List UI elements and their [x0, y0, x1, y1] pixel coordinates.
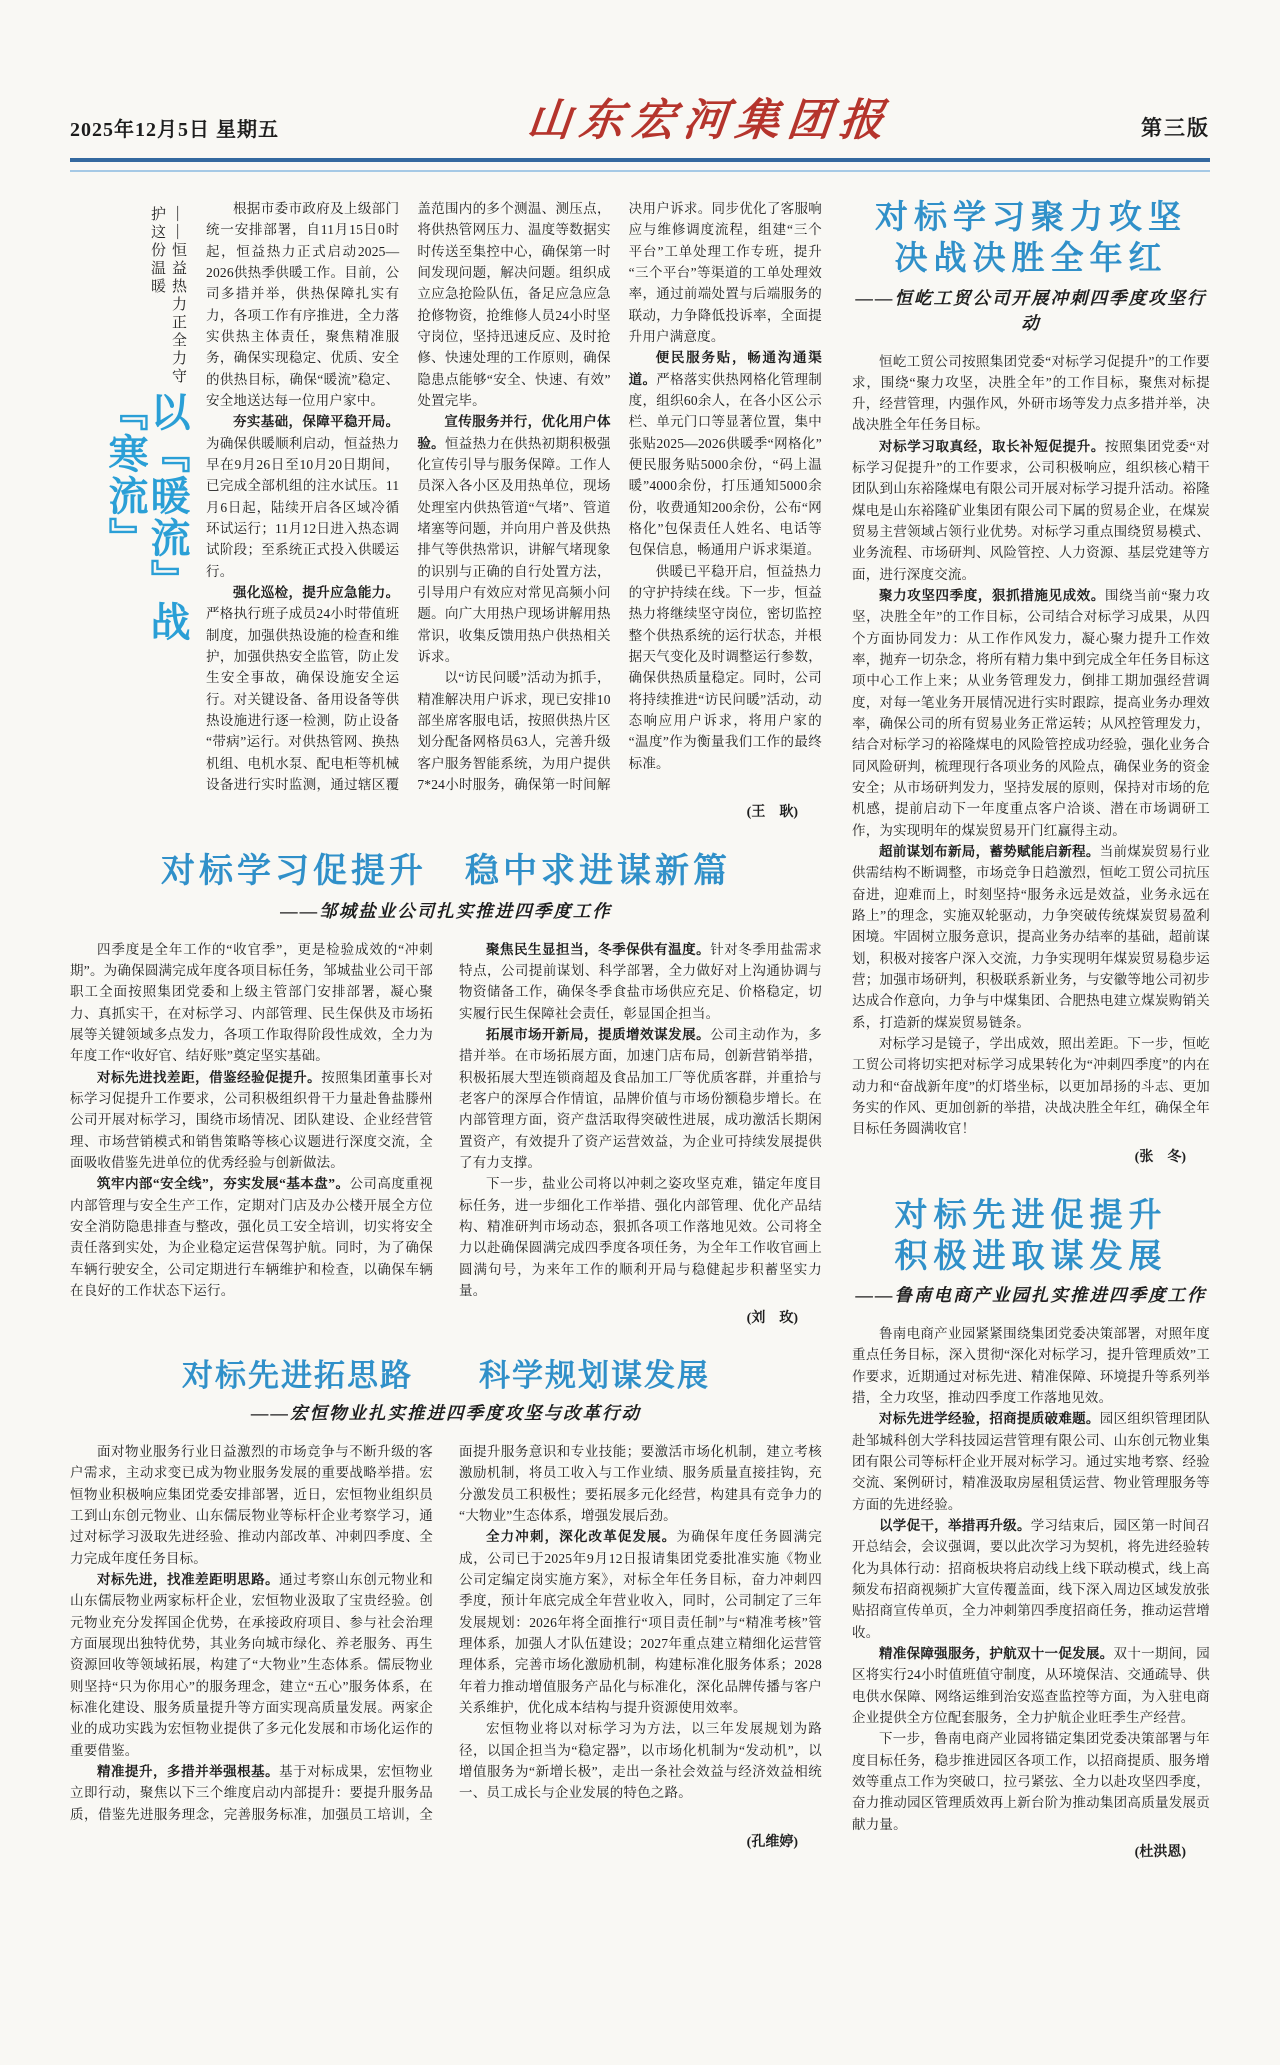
paragraph-lead: 精准提升，多措并举强根基。: [97, 1763, 280, 1779]
article-ecommerce-park: [852, 1196, 1210, 1861]
paragraph-lead: 以学促干，举措再升级。: [879, 1518, 1031, 1534]
article-headline: [852, 198, 1210, 281]
article-subtitle: ——恒益热力正全力守护这份温暖: [149, 206, 186, 386]
paragraph-text: 恒益热力在供热初期积极强化宣传引导与服务保障。工作人员深入各小区及用热单位，现场处理室内供热管道“气堵”、管道堵塞等问题，并向用户普及供热排气等供热常识，讲解气堵现象的识别与正确的自行处置方法，引导用户有效应对常见高频小问题。向广大用热户现场讲解用热常识，收集反馈用热户供热相关诉求。: [417, 435, 611, 664]
paragraph-lead: 精准保障强服务，护航双十一促发展。: [879, 1646, 1114, 1662]
paragraph-text: 鲁南电商产业园紧紧围绕集团党委决策部署，对照年度重点任务目标，深入贯彻“深化对标学习，提升管理质效”工作要求，近期通过对标先进、精准保障、环境提升等系列举措，全力攻坚，推动四季度工作落地见效。: [852, 1326, 1210, 1406]
article-subtitle: ——宏恒物业扎实推进四季度攻坚与改革行动: [251, 1403, 641, 1424]
paragraph: [70, 1173, 433, 1301]
paragraph: [70, 1441, 433, 1569]
right-section: [852, 198, 1210, 1891]
paragraph: [852, 585, 1210, 841]
paragraph: [459, 1526, 822, 1718]
paragraph: [852, 1643, 1210, 1728]
article-headline: [852, 1196, 1210, 1279]
paragraph-text: 严格落实供热网格化管理制度，组织60余人，在各小区公示栏、单元门口等显著位置，集中张贴2025—2026供暖季“网格化”便民服务贴5000余份，“码上温暖”4000余份，打压通知5000余份，收费通知200余份，公布“网格化”包保责任人姓名、电话等包保信息，畅通用户诉求渠道。: [628, 371, 822, 558]
article-vertical-headline: [70, 198, 188, 678]
paragraph-text: 为确保年度任务圆满完成，公司已于2025年9月12日报请集团党委批准实施《物业公司定编定岗实施方案》，对标全年任务目标，奋力冲刺四季度，预计年底完成全年营业收入，同时，公司制定了三年发展规划：2026年将全面推行“项目责任制”与“精准考核”管理体系，加强人才队伍建设；2027年重点建立精细化运营管理体系，完善市场化激励机制，构建标准化服务体系；2028年着力推动增值服务产品化与标准化，深化品牌传播与客户关系维护，优化成本结构与提升资源使用效率。: [459, 1529, 822, 1715]
paragraph: [629, 561, 822, 774]
byline: (杜洪恩): [1134, 1845, 1186, 1861]
paragraph: [70, 1067, 433, 1174]
paragraph-lead: 筑牢内部“安全线”，夯实发展“基本盘”。: [97, 1176, 350, 1192]
left-section: [70, 198, 822, 1891]
paragraph-text: 公司主动作为，多措并举。在市场拓展方面，加速门店布局，创新营销举措，积极拓展大型连锁商超及食品加工厂等优质客群，并重拾与老客户的深厚合作情谊，品牌价值与市场份额稳步增长。在内部管理方面，资产盘活取得突破性进展，成功激活长期闲置资产，有效提升了资产运营效益，为企业可持续发展提供了有力支撑。: [459, 1027, 822, 1170]
byline: (孔维婷): [746, 1834, 798, 1850]
paragraph: [852, 1728, 1210, 1835]
paragraph: [852, 841, 1210, 1033]
paragraph-text: 园区组织管理团队赴邹城科创大学科技园运营管理有限公司、山东创元物业集团有限公司等标杆企业开展对标学习。通过实地考察、经验交流、案例研讨，精准汲取房屋租赁运营、物业管理服务等方面的先进经验。: [852, 1411, 1210, 1512]
paragraph-lead: 宣传服务并行，优化用户体验。: [417, 414, 611, 451]
paragraph-lead: 对标先进找差距，借鉴经验促提升。: [97, 1069, 322, 1085]
paragraph-text: 通过考察山东创元物业和山东儒辰物业两家标杆企业，宏恒物业汲取了宝贵经验。创元物业充分发挥国企优势，在承接政府项目、参与社会治理方面展现出独特优势，其业务向城市绿化、养老服务、再生资源回收等领域拓展，构建了“大物业”生态体系。儒辰物业则坚持“只为你用心”的服务理念，建立“五心”服务体系，在标准化建设、服务质量提升等方面实现高质量发展。两家企业的成功实践为宏恒物业提供了多元化发展和市场化运作的重要借鉴。: [70, 1571, 433, 1758]
paragraph: [459, 1173, 822, 1301]
paragraph-text: 下一步，盐业公司将以冲刺之姿攻坚克难，锚定年度目标任务，进一步细化工作举措、强化内部管理、优化产品结构、精准研判市场动态，狠抓各项工作落地见效。公司将全力以赴确保圆满完成四季度各项任务，为全年工作收官画上圆满句号，为来年工作的顺利开局与稳健起步积蓄坚实力量。: [459, 1176, 822, 1298]
paragraph-text: 双十一期间，园区将实行24小时值班值守制度，从环境保洁、交通疏导、供电供水保障、网络运维到治安巡查监控等方面，为入驻电商企业提供全方位配套服务，全力护航企业旺季生产经营。: [852, 1646, 1211, 1726]
paragraph-text: 宏恒物业将以对标学习为方法，以三年发展规划为路径，以国企担当为“稳定器”，以市场化机制为“发动机”，以增值服务为“新增长极”，走出一条社会效益与经济效益相统一、员工成长与企业发展的特色之路。: [459, 1721, 822, 1801]
paragraph-text: 按照集团党委“对标学习促提升”的工作要求，公司积极响应，组织核心精干团队到山东裕隆煤电有限公司开展对标学习提升活动。裕隆煤电是山东裕隆矿业集团有限公司下属的贸易企业，在煤炭贸易主营领域占领行业优势。对标学习重点围绕贸易模式、业务流程、市场研判、风险管控、人力资源、基层党建等方面，进行深度交流。: [852, 438, 1210, 582]
article-trading-company: [852, 198, 1210, 1166]
article-subtitle: ——鲁南电商产业园扎实推进四季度工作: [855, 1285, 1207, 1306]
paragraph-text: 学习结束后，园区第一时间召开总结会，会议强调，要以此次学习为契机，将先进经验转化为具体行动：招商板块将启动线上线下联动模式，线上高频发布招商视频扩大宣传覆盖面，线下深入周边区域发放张贴招商宣传单页，全力冲刺第四季度招商任务，推动运营增收。: [852, 1518, 1210, 1640]
article-body: [852, 1323, 1210, 1835]
paragraph-lead: 对标先进，找准差距明思路。: [97, 1571, 280, 1587]
paragraph: [629, 347, 822, 560]
article-headline: 对标学习促提升 稳中求进谋新篇: [161, 853, 731, 891]
article-body: [70, 1441, 822, 1825]
paragraph-lead: 聚力攻坚四季度，狠抓措施见成效。: [879, 588, 1105, 604]
edition-label: 第三版: [1141, 116, 1210, 140]
date-text: 2025年12月5日 星期五: [70, 119, 279, 141]
paragraph: [459, 1718, 822, 1803]
paragraph: [70, 1569, 433, 1761]
paragraph-lead: 全力冲刺，深化改革促发展。: [486, 1529, 677, 1545]
headline-line2: 积极进取谋发展: [894, 1238, 1168, 1275]
article-salt-company: [70, 851, 822, 1327]
paragraph-text: 以“访民问暖”活动为抓手，精准解决用户诉求，现已安排10部坐席客服电话，按照供热片区划分配备网格员63人，完善升级客户服务智能系统，为用户提供7*24小时服务，确保第一时间解决用户诉求。同步优化了客服响应与维修调度流程，组建“三个平台”工单处理工作专班，提升“三个平台”等渠道的工单处理效率，通过前端处置与后端服务的联动，力争降低投诉率，全面提升用户满意度。: [417, 201, 822, 792]
page-header: [70, 0, 1210, 148]
paragraph: [459, 1024, 822, 1173]
article-heating-season: [70, 198, 822, 821]
article-body: [852, 351, 1210, 1140]
paragraph-lead: 超前谋划布新局，蓄势赋能启新程。: [879, 844, 1100, 860]
article-subtitle: ——邹城盐业公司扎实推进四季度工作: [280, 900, 612, 921]
article-body: [70, 939, 822, 1302]
paragraph-text: 当前煤炭贸易行业供需结构不断调整，市场竞争日趋激烈，恒屹工贸公司抗压奋进，迎难而上，时刻坚持“服务永远是效益，业务永远在路上”的理念，实施双轮驱动，力争突破传统煤炭贸易盈利困境。牢固树立服务意识，提高业务办结率的基础，超前谋划，积极对接客户深入交流，力争实现明年煤炭贸易稳步运营；加强市场研判，积极联系新业务，与安徽等地公司初步达成合作意向，力争与中煤集团、合肥热电建立煤炭购销关系，打造新的煤炭贸易链条。: [852, 844, 1210, 1030]
article-property-company: [70, 1357, 822, 1851]
paragraph-text: 面对物业服务行业日益激烈的市场竞争与不断升级的客户需求，主动求变已成为物业服务发展的重要战略举措。宏恒物业积极响应集团党委安排部署，近日，宏恒物业组织员工到山东创元物业、山东儒辰物业等标杆企业考察学习，通过对标学习汲取先进经验、推动内部改革、冲刺四季度、全力完成年度任务目标。: [70, 1444, 433, 1566]
paragraph-text: 严格执行班子成员24小时带值班制度，加强供热设施的检查和维护，加强供热安全监管，防止发生安全事故，确保设施安全运行。对关键设备、备用设备等供热设施进行逐一检测，防止设备“带病”运行。对供热管网、换热机组、电机水泵、配电柜等机械设备进行实时监测，通过辖区覆盖范围内的多个测温、测压点，将供热管网压力、温度等数据实时传送至集控中心，确保第一时间发现问题，解决问题。组织成立应急抢险队伍，备足应急应急抢修物资，抢维修人员24小时坚守岗位，坚持迅速反应、及时抢修、快速处理的工作原则，确保隐患点能够“安全、快速、有效”处置完毕。: [206, 201, 611, 792]
paragraph-text: 恒屹工贸公司按照集团党委“对标学习促提升”的工作要求，围绕“聚力攻坚，决胜全年”的工作目标，聚焦对标提升，经营管理，内强作风，外研市场等发力点多措并举，决战决胜全年任务目标。: [852, 353, 1210, 433]
paragraph-lead: 便民服务贴，畅通沟通渠道。: [628, 350, 822, 387]
page-body: [70, 198, 1210, 1891]
byline: (刘 玫): [746, 1311, 798, 1327]
paragraph: [206, 411, 399, 582]
paragraph-text: 围绕当前“聚力攻坚，决胜全年”的工作目标，公司结合对标学习成果，从四个方面协同发力：从工作作风发力，凝心聚力提升工作效率，抛弃一切杂念，将所有精力集中到完成全年任务目标这项中心工作上来；从业务管理发力，倒排工期加强经营调度，对每一笔业务开展情况进行实时跟踪，提高业务办理效率，确保公司的所有贸易业务正常运转；从风控管理发力，结合对标学习的裕隆煤电的风险管控成功经验，强化业务合同风险研判，梳理现行各项业务的风险点，确保业务的资金安全；从市场研判发力，坚持发展的原则，保持对市场的危机感，提前启动下一年度重点客户洽谈、潜在市场调研工作，为实现明年的煤炭贸易开门红赢得主动。: [852, 588, 1210, 838]
paragraph-text: 下一步，鲁南电商产业园将锚定集团党委决策部署与年度目标任务，稳步推进园区各项工作，以招商提质、服务增效等重点工作为突破口，拉弓紧弦、全力以赴攻坚四季度，奋力推动园区管理质效再上新台阶为推动集团高质量发展贡献力量。: [852, 1731, 1210, 1832]
paragraph: [206, 198, 399, 411]
paragraph: [852, 1408, 1210, 1515]
paragraph: [852, 1515, 1210, 1643]
byline: (王 耿): [746, 805, 798, 821]
headline-line1: 对标先进促提升: [894, 1197, 1168, 1234]
paragraph-lead: 强化巡检，提升应急能力。: [233, 584, 400, 600]
article-headline: 以『暖流』战『寒流』: [103, 390, 190, 643]
paragraph-text: 对标学习是镜子，学出成效，照出差距。下一步，恒屹工贸公司将切实把对标学习成果转化为“冲刺四季度”的内在动力和“奋战新年度”的灯塔坐标，以更加昂扬的斗志、更加务实的作风、更加创新的举措，决战决胜全年红，确保全年目标任务圆满收官！: [852, 1036, 1210, 1137]
paragraph-lead: 聚焦民生显担当，冬季保供有温度。: [486, 941, 711, 957]
paragraph: [852, 436, 1210, 585]
article-subtitle: ——恒屹工贸公司开展冲刺四季度攻坚行动: [855, 287, 1207, 333]
paragraph: [70, 939, 433, 1067]
paragraph: [459, 939, 822, 1024]
paragraph-lead: 拓展市场开新局，提质增效谋发展。: [486, 1027, 711, 1042]
paragraph-text: 针对冬季用盐需求特点，公司提前谋划、科学部署，全力做好对上沟通协调与物资储备工作，确保冬季食盐市场供应充足、价格稳定，切实履行民生保障社会责任，彰显国企担当。: [459, 941, 822, 1021]
paragraph: [417, 411, 610, 667]
paragraph: [852, 1033, 1210, 1140]
paragraph-lead: 夯实基础，保障平稳开局。: [233, 414, 400, 430]
article-headline: 对标先进拓思路 科学规划谋发展: [182, 1358, 710, 1394]
headline-line1: 对标学习聚力攻坚: [875, 200, 1187, 236]
paragraph-text: 按照集团董事长对标学习促提升工作要求，公司积极组织骨干力量赴鲁盐滕州公司开展对标学习，围绕市场情况、团队建设、企业经营管理、市场营销模式和销售策略等核心议题进行深度交流，全面吸收借鉴先进单位的优秀经验与创新做法。: [70, 1069, 433, 1170]
paragraph-text: 为确保供暖顺利启动，恒益热力早在9月26日至10月20日期间，已完成全部机组的注水试压。11月6日起，陆续开启各区域冷循环试运行；11月12日进入热态调试阶段；至系统正式投入供暖运行。: [206, 435, 400, 579]
paragraph: [852, 1323, 1210, 1408]
headline-line2: 决战决胜全年红: [894, 241, 1168, 278]
paragraph-text: 公司高度重视内部管理与安全生产工作，定期对门店及办公楼开展全方位安全消防隐患排查与整改，强化员工安全培训，切实将安全责任落到实处，为企业稳定运营保驾护航。同时，为了确保车辆行驶安全，公司定期进行车辆维护和检查，以确保车辆在良好的工作状态下运行。: [70, 1176, 433, 1298]
paragraph-text: 基于对标成果，宏恒物业立即行动，聚焦以下三个维度启动内部提升：要提升服务品质，借鉴先进服务理念，完善服务标准，加强员工培训，全面提升服务意识和专业技能；要激活市场化机制，建立考核激励机制，将员工收入与工作业绩、服务质量直接挂钩，充分激发员工积极性；要拓展多元化经营，构建具有竞争力的“大物业”生态体系，增强发展后劲。: [70, 1444, 822, 1822]
article-body: [206, 198, 822, 795]
paragraph-lead: 对标先进学经验，招商提质破难题。: [879, 1411, 1100, 1427]
header-divider: [70, 158, 1210, 172]
paragraph-text: 根据市委市政府及上级部门统一安排部署，自11月15日0时起，恒益热力正式启动2025—2026供热季供暖工作。目前，公司多措并举，供热保障扎实有力，各项工作有序推进，全力落实供热主体责任，聚焦精准服务，确保实现稳定、优质、安全的供热目标，确保“暖流”稳定、安全地送达每一位用户家中。: [206, 201, 400, 408]
paragraph: [852, 351, 1210, 436]
paragraph-lead: 对标学习取真经，取长补短促提升。: [879, 438, 1105, 454]
paragraph-text: 供暖已平稳开启，恒益热力的守护持续在线。下一步，恒益热力将继续坚守岗位，密切监控整个供热系统的运行状态，并根据天气变化及时调整运行参数，确保供热质量稳定。同时，公司将持续推进“访民问暖”活动，动态响应用户诉求，将用户家的“温度”作为衡量我们工作的最终标准。: [628, 563, 822, 771]
masthead-title: 山东宏河集团报: [524, 95, 895, 146]
paragraph-text: 四季度是全年工作的“收官季”，更是检验成效的“冲刺期”。为确保圆满完成年度各项目标任务，邹城盐业公司干部职工全面按照集团党委和上级主管部门安排部署，凝心聚力、真抓实干，在对标学习、内部管理、民生保供及市场拓展等关键领域多点发力，各项工作取得阶段性成效，全力为年度工作“收好官、结好账”奠定坚实基础。: [70, 941, 433, 1064]
byline: (张 冬): [1134, 1149, 1186, 1165]
